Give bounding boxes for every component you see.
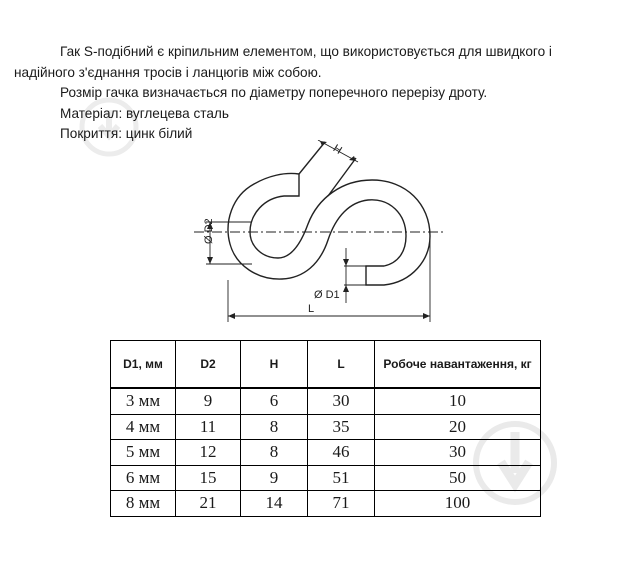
table-cell: 35 bbox=[308, 414, 375, 440]
table-cell: 8 bbox=[241, 414, 308, 440]
description-size-note: Розмір гачка визначається по діаметру поперечного перерізу дроту. bbox=[60, 85, 488, 100]
table-cell: 6 мм bbox=[111, 465, 176, 491]
table-cell: 9 bbox=[176, 388, 241, 414]
table-cell: 8 bbox=[241, 440, 308, 466]
coating-line: Покриття: цинк білий bbox=[60, 126, 193, 141]
description-paragraph: Гак S-подібний є кріпильним елементом, що використовується для швидкого і надійного з'єднання тросів і ланцюгів між собою. bbox=[14, 44, 552, 80]
table-cell: 4 мм bbox=[111, 414, 176, 440]
table-row bbox=[111, 388, 541, 414]
table-cell: 100 bbox=[375, 491, 541, 517]
table-cell: 5 мм bbox=[111, 440, 176, 466]
table-cell: 30 bbox=[375, 440, 541, 466]
table-cell: 51 bbox=[308, 465, 375, 491]
material-line: Матеріал: вуглецева сталь bbox=[60, 105, 229, 121]
dimension-label-d2: Ø D2 bbox=[203, 218, 215, 244]
table-row bbox=[111, 440, 541, 466]
table-header-row bbox=[111, 341, 541, 389]
table-cell: 71 bbox=[308, 491, 375, 517]
table-cell: 20 bbox=[375, 414, 541, 440]
table-cell: 11 bbox=[176, 414, 241, 440]
table-cell: 12 bbox=[176, 440, 241, 466]
table-cell: 8 мм bbox=[111, 491, 176, 517]
column-header: Робоче навантаження, кг bbox=[375, 341, 541, 389]
table-cell: 50 bbox=[375, 465, 541, 491]
specification-table bbox=[110, 340, 541, 517]
table-cell: 10 bbox=[375, 388, 541, 414]
table-cell: 21 bbox=[176, 491, 241, 517]
column-header: D1, мм bbox=[111, 341, 176, 389]
table-row bbox=[111, 465, 541, 491]
s-hook-drawing bbox=[180, 140, 450, 326]
table-cell: 46 bbox=[308, 440, 375, 466]
dimension-label-h: H bbox=[330, 142, 344, 157]
table-cell: 3 мм bbox=[111, 388, 176, 414]
table-row bbox=[111, 491, 541, 517]
table-cell: 15 bbox=[176, 465, 241, 491]
table-row bbox=[111, 414, 541, 440]
table-cell: 9 bbox=[241, 465, 308, 491]
table-cell: 14 bbox=[241, 491, 308, 517]
dimension-label-l: L bbox=[308, 303, 315, 315]
table-cell: 6 bbox=[241, 388, 308, 414]
s-hook-outline bbox=[228, 173, 430, 285]
column-header: H bbox=[241, 341, 308, 389]
column-header: D2 bbox=[176, 341, 241, 389]
column-header: L bbox=[308, 341, 375, 389]
product-description bbox=[14, 42, 610, 145]
dimension-label-d1: Ø D1 bbox=[314, 289, 340, 301]
table-cell: 30 bbox=[308, 388, 375, 414]
